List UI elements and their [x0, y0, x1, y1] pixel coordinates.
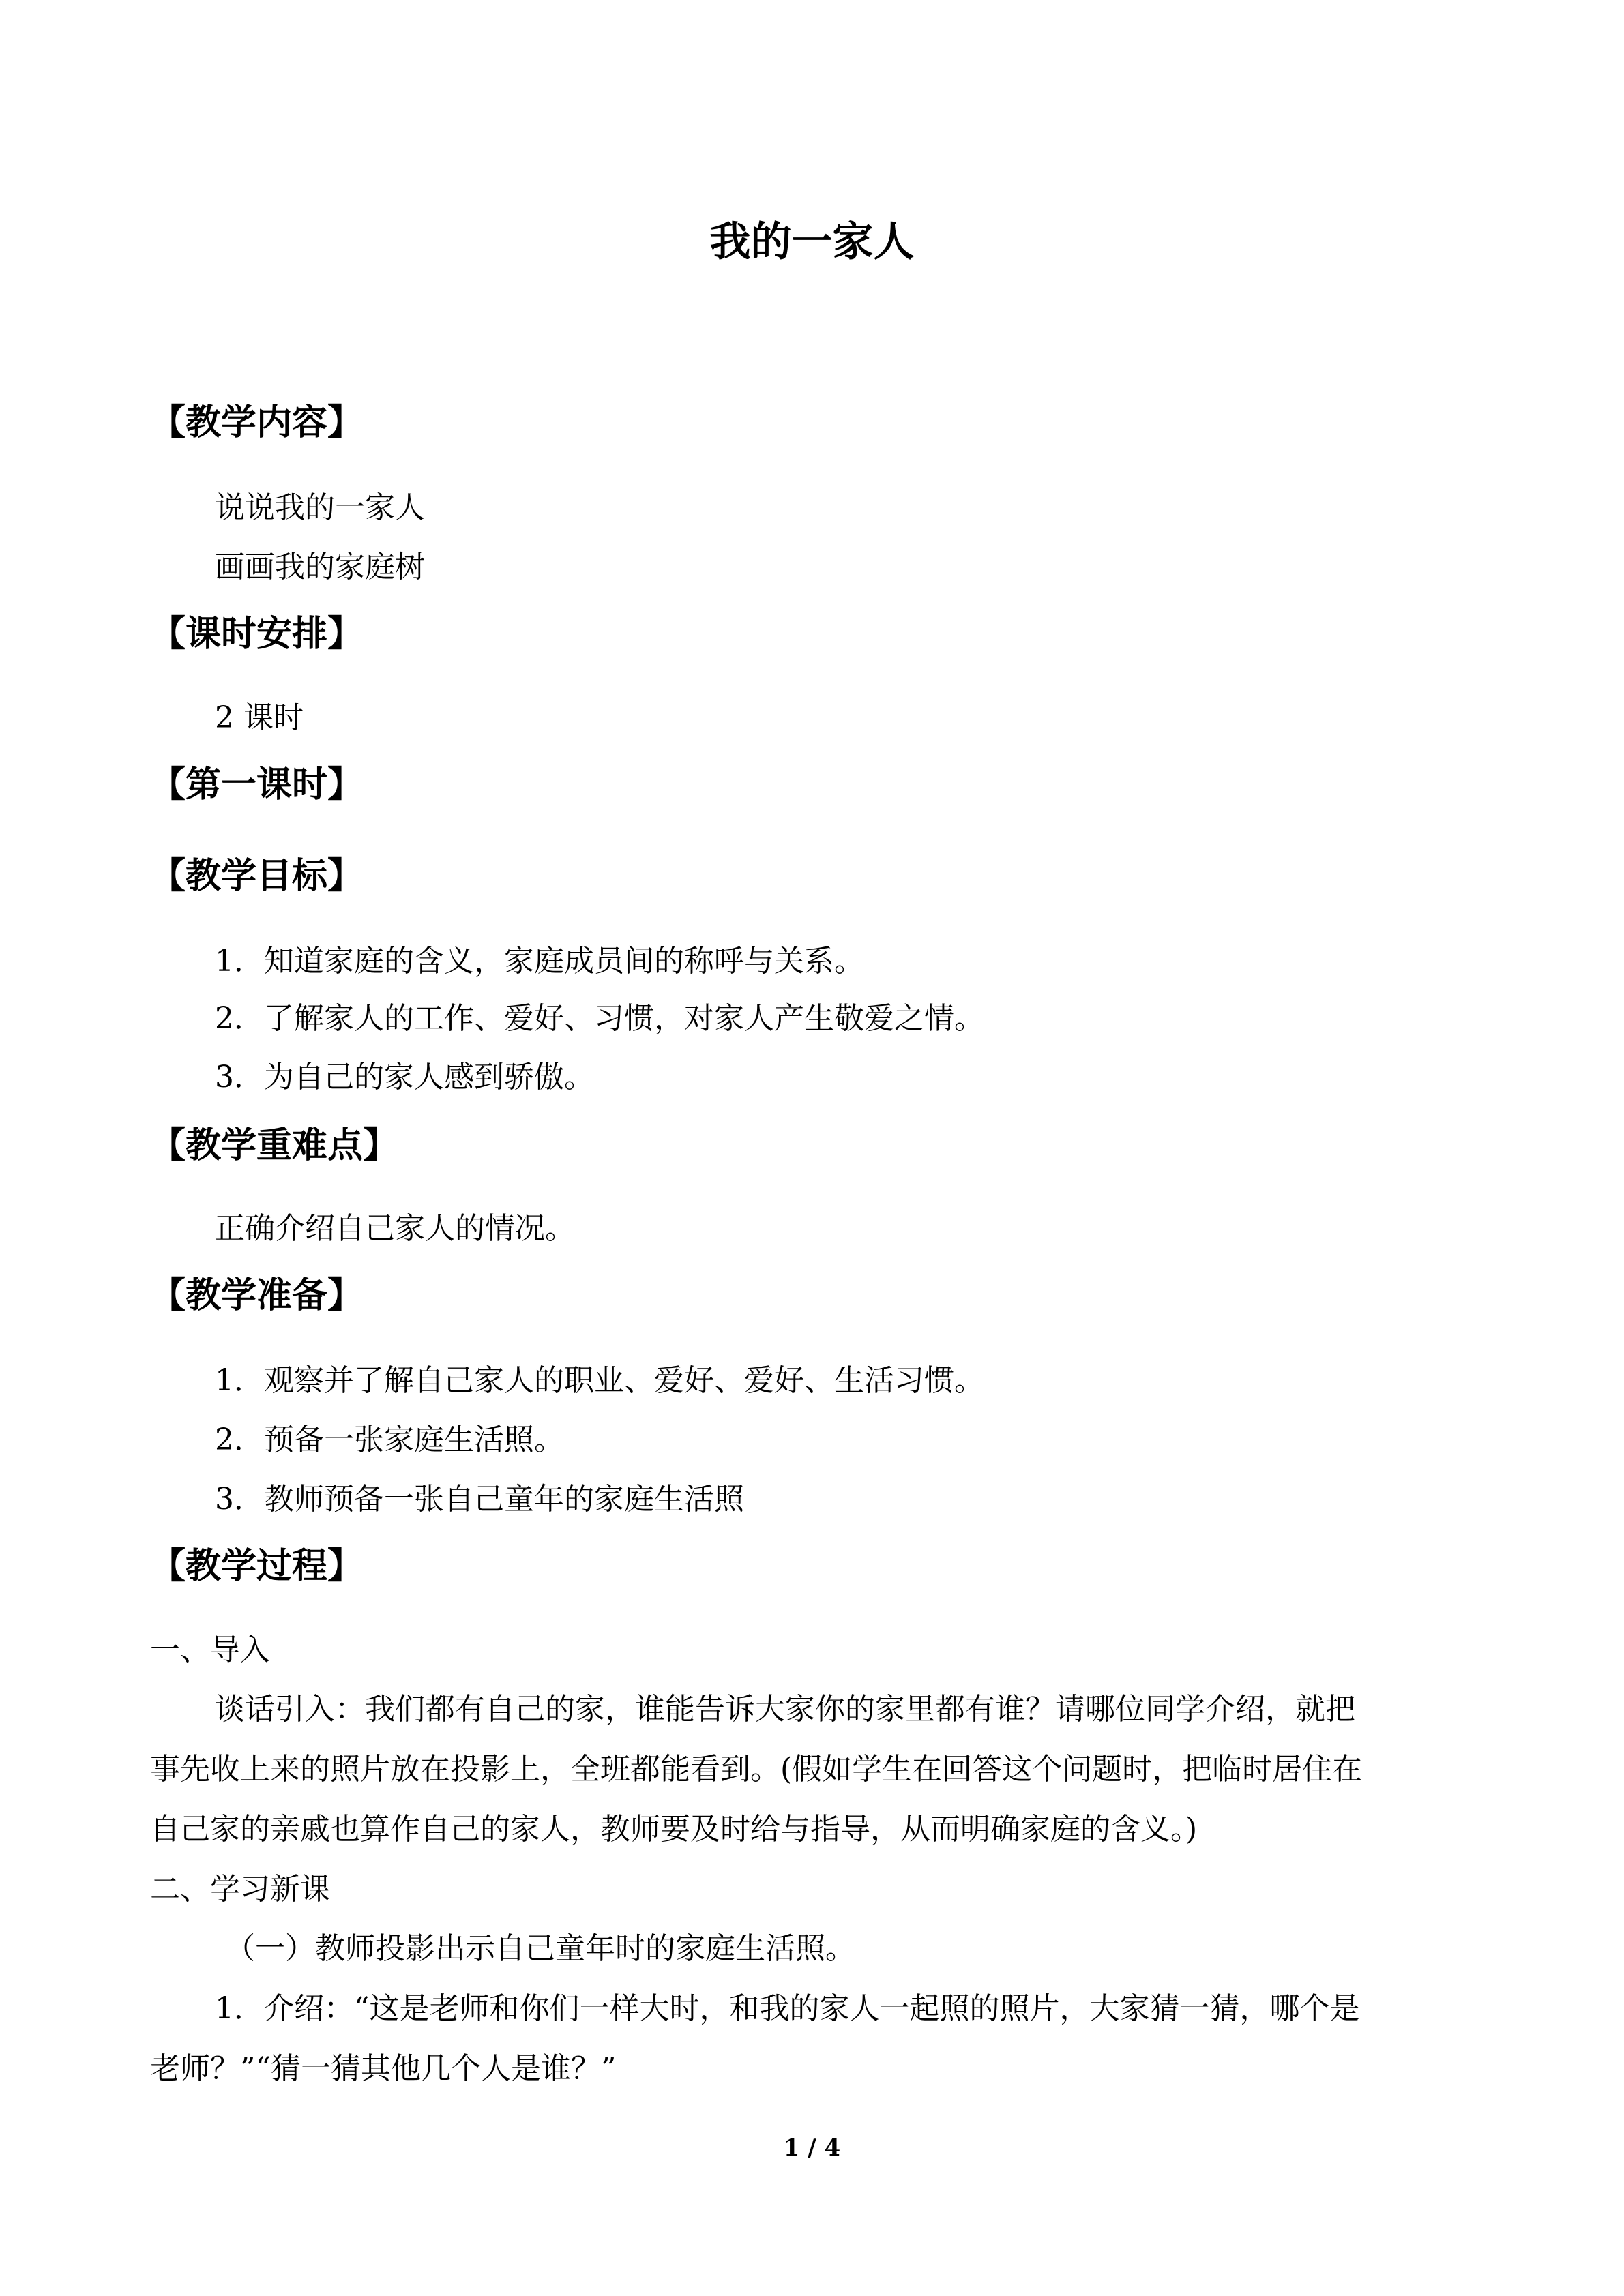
heading-key-points: 【教学重难点】 [150, 1125, 399, 1166]
goal-item: 2．了解家人的工作、爱好、习惯，对家人产生敬爱之情。 [215, 1001, 984, 1036]
heading-schedule: 【课时安排】 [150, 614, 364, 655]
goal-item: 3．为自己的家人感到骄傲。 [215, 1060, 594, 1094]
content-item: 画画我的家庭树 [215, 550, 425, 584]
prep-item: 1．观察并了解自己家人的职业、爱好、爱好、生活习惯。 [215, 1363, 984, 1398]
prep-item: 3．教师预备一张自己童年的家庭生活照 [215, 1482, 744, 1517]
new-lesson-subheading: （一）教师投影出示自己童年时的家庭生活照。 [225, 1931, 855, 1966]
heading-process: 【教学过程】 [150, 1546, 364, 1587]
heading-teaching-content: 【教学内容】 [150, 402, 364, 443]
heading-goals: 【教学目标】 [150, 856, 364, 897]
key-points-text: 正确介绍自己家人的情况。 [215, 1211, 575, 1246]
intro-paragraph-line: 事先收上来的照片放在投影上，全班都能看到。(假如学生在回答这个问题时，把临时居住在 [150, 1752, 1363, 1787]
heading-lesson-1: 【第一课时】 [150, 764, 364, 805]
heading-preparation: 【教学准备】 [150, 1275, 364, 1316]
content-item: 说说我的一家人 [215, 490, 425, 525]
new-lesson-paragraph-line: 老师？”“猜一猜其他几个人是谁？” [150, 2051, 617, 2086]
new-lesson-heading: 二、学习新课 [150, 1872, 330, 1907]
goal-item: 1．知道家庭的含义，家庭成员间的称呼与关系。 [215, 944, 864, 979]
prep-item: 2．预备一张家庭生活照。 [215, 1422, 564, 1457]
page-title: 我的一家人 [709, 218, 915, 266]
intro-paragraph-line: 自己家的亲戚也算作自己的家人，教师要及时给与指导，从而明确家庭的含义。) [150, 1812, 1198, 1847]
intro-heading: 一、导入 [150, 1632, 270, 1667]
page-number: 1 / 4 [783, 2134, 841, 2162]
intro-paragraph-line: 谈话引入：我们都有自己的家，谁能告诉大家你的家里都有谁？请哪位同学介绍，就把 [215, 1692, 1355, 1727]
schedule-text: 2 课时 [215, 700, 304, 735]
new-lesson-paragraph-line: 1．介绍：“这是老师和你们一样大时，和我的家人一起照的照片，大家猜一猜，哪个是 [215, 1991, 1360, 2026]
